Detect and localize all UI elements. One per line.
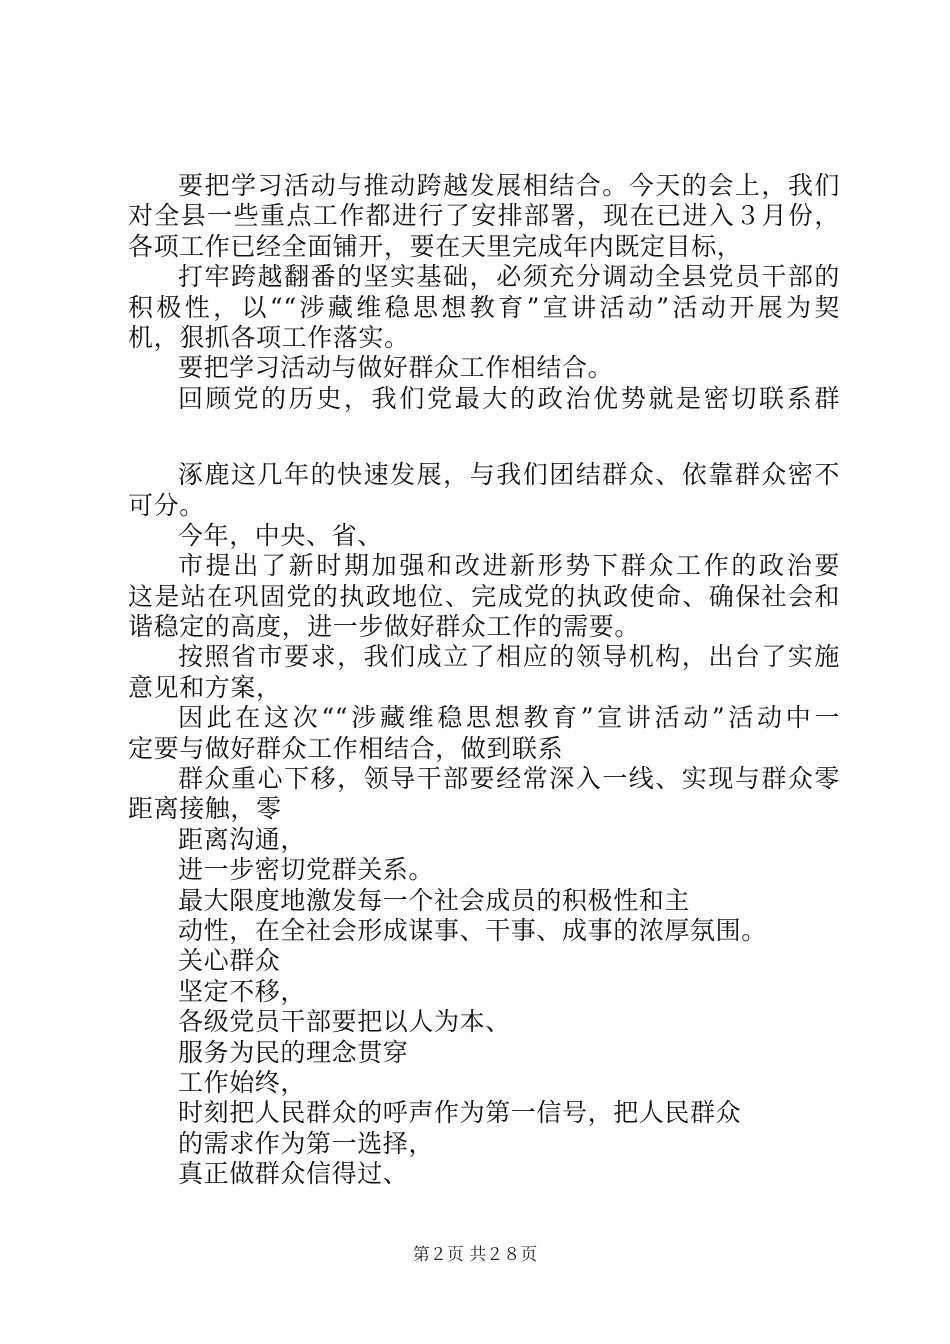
text-line: 群众重心下移，领导干部要经常深入一线、实现与群众零: [178, 764, 840, 794]
text-line: 各级党员干部要把以人为本、: [178, 1007, 511, 1037]
text-line: 真正做群众信得过、: [178, 1159, 409, 1189]
text-line: 涿鹿这几年的快速发展，与我们团结群众、依靠群众密不: [178, 460, 840, 490]
text-line: 因此在这次““涉藏维稳思想教育”宣讲活动”活动中一: [178, 703, 840, 733]
text-line: 意见和方案，: [128, 672, 282, 702]
text-line: 谐稳定的高度，进一步做好群众工作的需要。: [128, 612, 641, 642]
text-line: 按照省市要求，我们成立了相应的领导机构，出台了实施: [178, 642, 840, 672]
text-line: 积极性，以““涉藏维稳思想教育”宣讲活动”活动开展为契: [128, 292, 840, 322]
text-line: 市提出了新时期加强和改进新形势下群众工作的政治要: [178, 551, 840, 581]
text-line: 时刻把人民群众的呼声作为第一信号，把人民群众: [178, 1098, 742, 1128]
text-line: 对全县一些重点工作都进行了安排部署，现在已进入３月份，: [128, 201, 840, 231]
text-line: 打牢跨越翻番的坚实基础，必须充分调动全县党员干部的: [178, 262, 840, 292]
text-line: 回顾党的历史，我们党最大的政治优势就是密切联系群: [178, 383, 840, 413]
page-number-footer: 第２页 共２８页: [412, 1245, 538, 1265]
text-line: 坚定不移，: [178, 976, 307, 1006]
text-line: 最大限度地激发每一个社会成员的积极性和主: [178, 885, 691, 915]
text-line: 这是站在巩固党的执政地位、完成党的执政使命、确保社会和: [128, 581, 840, 611]
text-line: 的需求作为第一选择，: [178, 1128, 435, 1158]
text-line: 服务为民的理念贯穿: [178, 1037, 409, 1067]
text-line: 定要与做好群众工作相结合，做到联系: [128, 733, 564, 763]
text-line: 各项工作已经全面铺开，要在天里完成年内既定目标，: [128, 231, 743, 261]
text-line: 机，狠抓各项工作落实。: [128, 322, 410, 352]
text-line: 动性，在全社会形成谋事、干事、成事的浓厚氛围。: [178, 915, 767, 945]
text-line: 今年，中央、省、: [178, 520, 383, 550]
document-body: [128, 171, 840, 1190]
text-line: 可分。: [128, 490, 205, 520]
text-line: 距离沟通，: [178, 824, 307, 854]
text-line: 工作始终，: [178, 1067, 307, 1097]
text-line: 要把学习活动与做好群众工作相结合。: [178, 353, 614, 383]
text-line: 距离接触，零: [128, 794, 282, 824]
text-line: 关心群众: [178, 946, 281, 976]
text-line: 要把学习活动与推动跨越发展相结合。今天的会上，我们: [178, 171, 840, 200]
text-line: 进一步密切党群关系。: [178, 855, 435, 885]
